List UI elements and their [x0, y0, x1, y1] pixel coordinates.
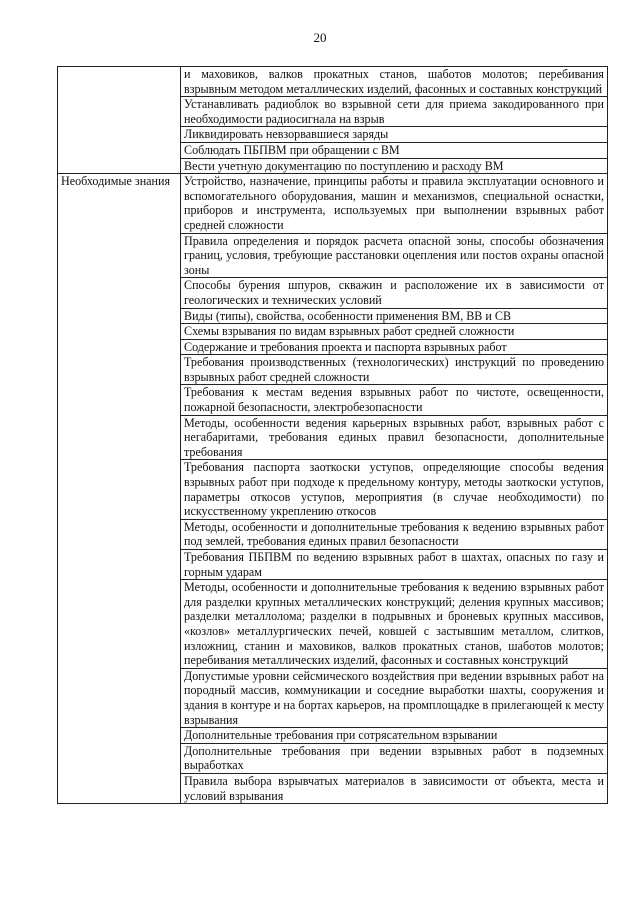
row-description: Содержание и требования проекта и паспорта взрывных работ [181, 339, 608, 355]
table-row [58, 174, 608, 233]
row-description: Методы, особенности и дополнительные требования к ведению взрывных работ для разделки крупных металлических конструкций; деления крупных массивов; разделки металлолома; разделки в подрывных и броневых крупных массивов, «козлов» металлургических печей, ковшей с застывшим металлом, слитков, изложниц, станин и маховиков, валков прокатных станов, шаботов молотов; перебивания металлических изделий, фасонных и составных конструкций [181, 580, 608, 669]
row-description: Требования ПБПВМ по ведению взрывных работ в шахтах, опасных по газу и горным ударам [181, 550, 608, 580]
row-description: Методы, особенности ведения карьерных взрывных работ, взрывных работ с негабаритами, требования единых правил безопасности, дополнительные требования [181, 415, 608, 460]
page-number: 20 [313, 30, 327, 45]
qualification-table [57, 66, 608, 804]
row-description: Соблюдать ПБПВМ при обращении с ВМ [181, 142, 608, 158]
row-description: Требования к местам ведения взрывных работ по чистоте, освещенности, пожарной безопасности, электробезопасности [181, 385, 608, 415]
row-description: Виды (типы), свойства, особенности применения ВМ, ВВ и СВ [181, 308, 608, 324]
row-label-required-knowledge: Необходимые знания [58, 174, 181, 804]
row-description: Правила выбора взрывчатых материалов в зависимости от объекта, места и условий взрывания [181, 773, 608, 803]
row-description: Методы, особенности и дополнительные требования к ведению взрывных работ под землей, требования единых правил безопасности [181, 519, 608, 549]
row-description: Дополнительные требования при сотрясательном взрывании [181, 728, 608, 744]
row-description: Правила определения и порядок расчета опасной зоны, способы обозначения границ, условия, требующие расстановки оцепления или постов охраны опасной зоны [181, 233, 608, 278]
row-description: Устройство, назначение, принципы работы и правила эксплуатации основного и вспомогательного оборудования, машин и механизмов, специальной оснастки, приборов и инструмента, используемых при выполнении взрывных работ средней сложности [181, 174, 608, 233]
row-description: Схемы взрывания по видам взрывных работ средней сложности [181, 324, 608, 340]
row-description: Ликвидировать невзорвавшиеся заряды [181, 127, 608, 143]
row-label-empty [58, 67, 181, 174]
row-description: Вести учетную документацию по поступлению и расходу ВМ [181, 158, 608, 174]
row-description: Требования паспорта заоткоски уступов, определяющие способы ведения взрывных работ при подходе к предельному контуру, методы заоткоски уступов, параметры откосов уступов, мероприятия (в случае необходимости) по искусственному укреплению откосов [181, 460, 608, 519]
row-description: Дополнительные требования при ведении взрывных работ в подземных выработках [181, 743, 608, 773]
row-description: и маховиков, валков прокатных станов, шаботов молотов; перебивания взрывным методом металлических изделий, фасонных и составных конструкций [181, 67, 608, 97]
row-description: Способы бурения шпуров, скважин и расположение их в зависимости от геологических и технических условий [181, 278, 608, 308]
row-description: Требования производственных (технологических) инструкций по проведению взрывных работ средней сложности [181, 355, 608, 385]
table-row [58, 67, 608, 97]
row-description: Устанавливать радиоблок во взрывной сети для приема закодированного при необходимости радиосигнала на взрыв [181, 97, 608, 127]
row-description: Допустимые уровни сейсмического воздействия при ведении взрывных работ на породный массив, коммуникации и соседние выработки шахты, сооружения и здания в контуре и на бортах карьеров, на промплощадке в прилегающей к месту взрывания [181, 668, 608, 727]
